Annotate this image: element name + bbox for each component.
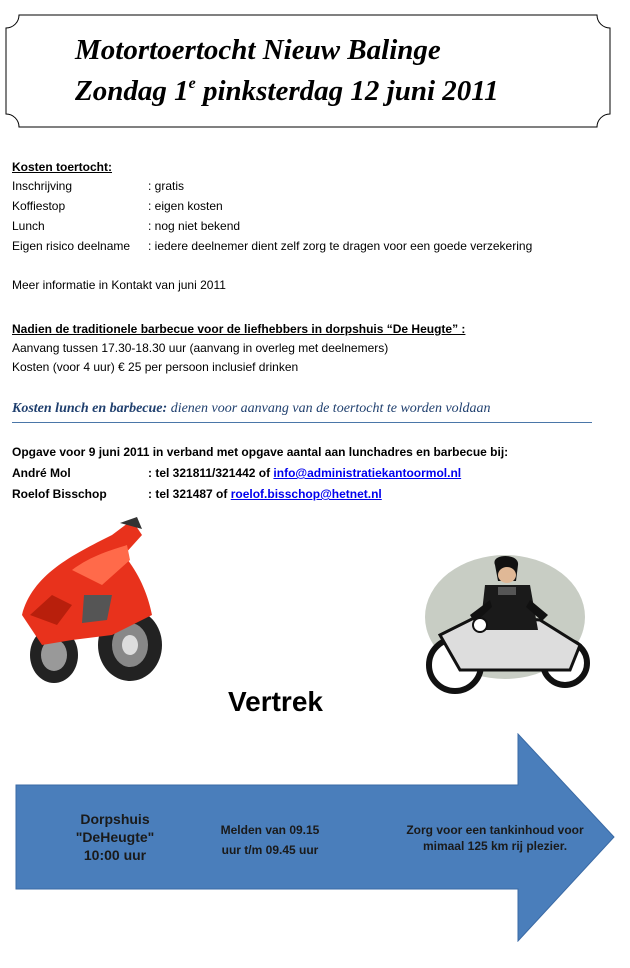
cost-row: Inschrijving : gratis xyxy=(12,179,185,193)
barbecue-time: Aanvang tussen 17.30-18.30 uur (aanvang in overleg met deelnemers) xyxy=(12,341,389,355)
contact-row: André Mol : tel 321811/321442 of info@administratiekantoormol.nl xyxy=(12,466,462,480)
red-motorcycle-image xyxy=(12,515,164,685)
email-link[interactable]: info@administratiekantoormol.nl xyxy=(273,466,462,480)
police-motorcycle-image xyxy=(420,545,590,705)
registration-heading: Opgave voor 9 juni 2011 in verband met opgave aantal aan lunchadres en barbecue bij: xyxy=(12,445,509,459)
departure-fuel-note: Zorg voor een tankinhoud voor mimaal 125 km rij plezier. xyxy=(406,823,584,853)
departure-heading: Vertrek xyxy=(228,686,323,717)
departure-report-time: Melden van 09.15 uur t/m 09.45 uur xyxy=(220,823,320,857)
departure-place: Dorpshuis "DeHeugte" 10:00 uur xyxy=(75,811,155,863)
cost-row: Lunch : nog niet bekend xyxy=(12,219,241,233)
cost-row: Koffiestop : eigen kosten xyxy=(12,199,223,213)
more-info-text: Meer informatie in Kontakt van juni 2011 xyxy=(12,278,226,292)
costs-heading: Kosten toertocht: xyxy=(12,160,112,174)
title-line-1: Motortoertocht Nieuw Balinge xyxy=(75,34,441,66)
contact-row: Roelof Bisschop : tel 321487 of roelof.bisschop@hetnet.nl xyxy=(12,487,382,501)
divider-line xyxy=(12,422,592,423)
title-line-2: Zondag 1e pinksterdag 12 juni 2011 xyxy=(75,75,499,107)
email-link[interactable]: roelof.bisschop@hetnet.nl xyxy=(230,487,382,501)
payment-note: Kosten lunch en barbecue: dienen voor aanvang van de toertocht te worden voldaan xyxy=(12,401,491,416)
cost-row: Eigen risico deelname : iedere deelnemer dient zelf zorg te dragen voor een goede verzekering xyxy=(12,239,533,253)
barbecue-cost: Kosten (voor 4 uur) € 25 per persoon inclusief drinken xyxy=(12,360,299,374)
barbecue-heading: Nadien de traditionele barbecue voor de liefhebbers in dorpshuis “De Heugte” : xyxy=(12,322,466,336)
title-banner-frame xyxy=(5,14,611,128)
